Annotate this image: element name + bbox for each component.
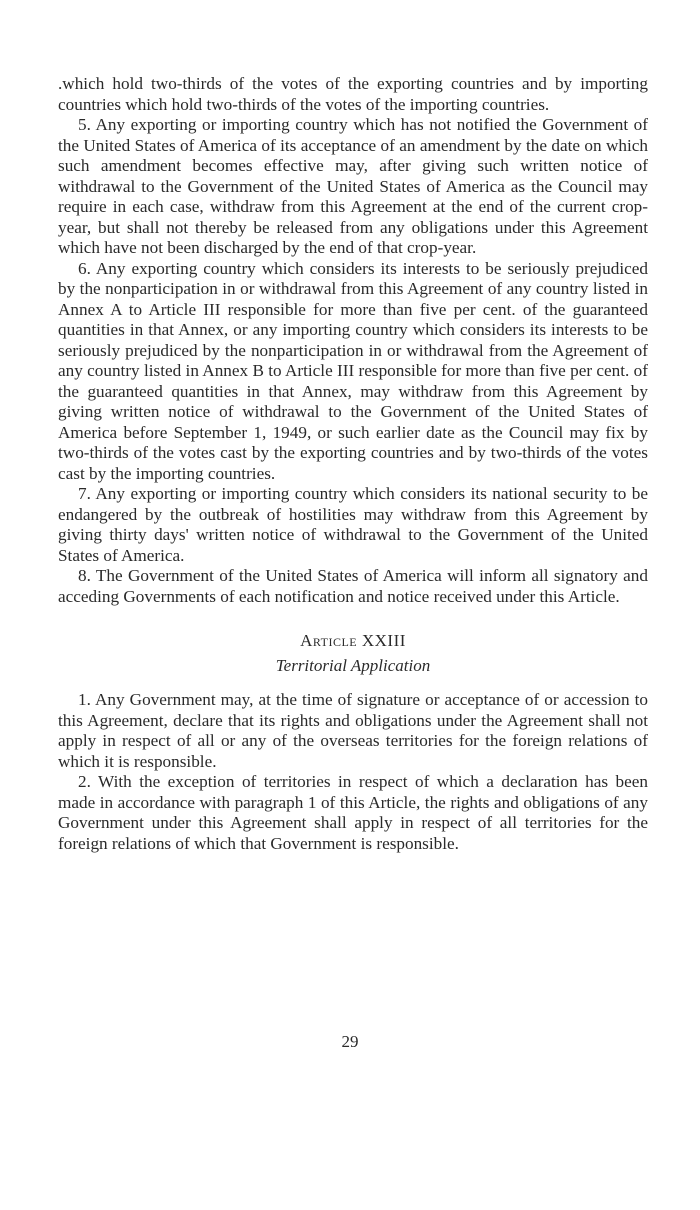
article-paragraph-2: 2. With the exception of territories in respect of which a declaration has been made in accordance with paragraph 1 of this Article, the rights and obligations of any Government under this Agreement shall apply in respect of all territories for the foreign relations of which that Government is responsible. [58,772,648,853]
paragraph-5: 5. Any exporting or importing country which has not notified the Government of the United States of America of its acceptance of an amendment by the date on which such amendment becomes effective may, after giving such written notice of withdrawal to the Government of the United States of America as the Council may require in each case, withdraw from this Agreement at the end of the current crop-year, but shall not thereby be released from any obligations under this Agreement which have not been discharged by the end of that crop-year. [58,115,648,257]
paragraph-8: 8. The Government of the United States of America will inform all signatory and acceding Governments of each notification and notice received under this Article. [58,566,648,606]
page-body [58,74,648,854]
paragraph-6: 6. Any exporting country which considers its interests to be seriously prejudiced by the nonparticipation in or withdrawal from this Agreement of any country listed in Annex A to Article III responsible for more than five per cent. of the guaranteed quantities in that Annex, or any importing country which considers its interests to be seriously prejudiced by the nonparticipation in or withdrawal from the Agreement of any country listed in Annex B to Article III responsible for more than five per cent. of the guaranteed quantities in that Annex, may withdraw from this Agreement by giving written notice of withdrawal to the Government of the United States of America before September 1, 1949, or such earlier date as the Council may fix by two-thirds of the votes cast by the exporting countries and by two-thirds of the votes cast by the importing countries. [58,258,648,483]
article-subtitle: Territorial Application [275,655,431,675]
paragraph-7: 7. Any exporting or importing country which considers its national security to be endangered by the outbreak of hostilities may withdraw from this Agreement by giving thirty days' written notice of withdrawal to the Government of the United States of America. [58,484,648,565]
article-heading: Article XXIII [300,631,406,650]
article-paragraph-1: 1. Any Government may, at the time of signature or acceptance of or accession to this Agreement, declare that its rights and obligations under the Agreement shall not apply in respect of all or any of the overseas territories for the foreign relations of which it is responsible. [58,690,648,771]
page-number: 29 [341,1032,359,1051]
paragraph-continuation: .which hold two-thirds of the votes of the exporting countries and by importing countries which hold two-thirds of the votes of the importing countries. [58,74,648,114]
